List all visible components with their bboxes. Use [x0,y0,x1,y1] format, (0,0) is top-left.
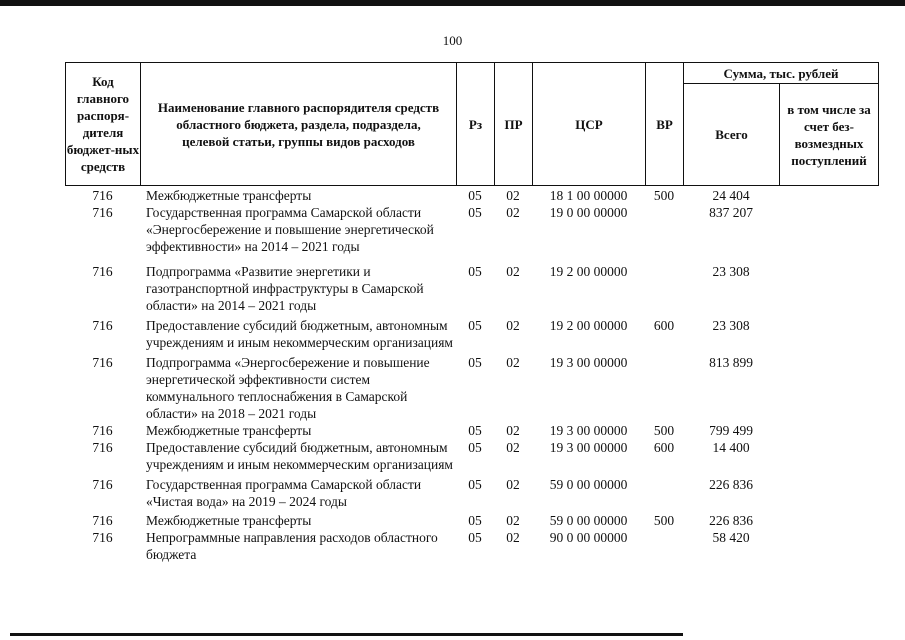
table-row [65,317,879,351]
cell-total: 24 404 [712,188,750,203]
cell-pr: 02 [506,355,520,370]
cell-pr: 02 [506,530,520,545]
cell-total: 226 836 [709,513,753,528]
cell-code: 716 [92,513,113,528]
cell-name: Предоставление субсидий бюджетным, автономным учреждениям и иным некоммерческим организациям [146,440,453,472]
cell-rz: 05 [468,205,482,220]
cell-code: 716 [92,264,113,279]
header-name: Наименование главного распорядителя средств областного бюджета, раздела, подраздела, целевой статьи, группы видов расходов [140,62,457,186]
cell-name: Межбюджетные трансферты [146,188,312,203]
cell-csr: 59 0 00 00000 [549,477,628,492]
cell-pr: 02 [506,188,520,203]
cell-name: Непрограммные направления расходов областного бюджета [146,530,438,562]
cell-total: 58 420 [712,530,750,545]
cell-code: 716 [92,530,113,545]
cell-csr: 19 2 00 00000 [549,264,628,279]
top-border-rule [0,0,905,6]
cell-rz: 05 [468,440,482,455]
cell-total: 813 899 [709,355,753,370]
header-rz: Рз [456,62,495,186]
cell-name: Предоставление субсидий бюджетным, автономным учреждениям и иным некоммерческим организациям [146,318,453,350]
cell-rz: 05 [468,188,482,203]
cell-vr: 500 [653,423,675,438]
cell-name: Межбюджетные трансферты [146,423,312,438]
cell-name: Межбюджетные трансферты [146,513,312,528]
cell-vr: 500 [653,513,675,528]
cell-pr: 02 [506,423,520,438]
cell-pr: 02 [506,477,520,492]
table-row [65,422,879,439]
table-row [65,476,879,510]
table-row [65,529,879,563]
cell-vr: 500 [653,188,675,203]
cell-rz: 05 [468,318,482,333]
bottom-border-rule [10,633,683,636]
table-row [65,512,879,529]
cell-vr: 600 [653,318,675,333]
cell-csr: 19 3 00 00000 [549,423,628,438]
cell-csr: 59 0 00 00000 [549,513,628,528]
cell-total: 799 499 [709,423,753,438]
cell-rz: 05 [468,477,482,492]
header-code: Код главного распоря-дителя бюджет-ных средств [65,62,141,186]
header-csr: ЦСР [532,62,646,186]
cell-rz: 05 [468,264,482,279]
cell-code: 716 [92,440,113,455]
cell-code: 716 [92,205,113,220]
table-row [65,354,879,422]
cell-name: Подпрограмма «Развитие энергетики и газотранспортной инфраструктуры в Самарской области» на 2014 – 2021 годы [146,264,424,313]
cell-csr: 18 1 00 00000 [549,188,628,203]
header-vr: ВР [645,62,684,186]
cell-csr: 19 0 00 00000 [549,205,628,220]
table-row [65,204,879,255]
header-total: Всего [683,83,780,186]
cell-csr: 90 0 00 00000 [549,530,628,545]
cell-total: 226 836 [709,477,753,492]
cell-rz: 05 [468,513,482,528]
cell-total: 837 207 [709,205,753,220]
cell-pr: 02 [506,318,520,333]
cell-total: 14 400 [712,440,750,455]
cell-rz: 05 [468,423,482,438]
table-header [65,62,879,186]
cell-total: 23 308 [712,264,750,279]
cell-rz: 05 [468,355,482,370]
cell-pr: 02 [506,205,520,220]
cell-name: Государственная программа Самарской области «Энергосбережение и повышение энергетической эффективности» на 2014 – 2021 годы [146,205,434,254]
cell-code: 716 [92,318,113,333]
cell-csr: 19 3 00 00000 [549,355,628,370]
page-number: 100 [442,33,463,48]
cell-name: Подпрограмма «Энергосбережение и повышение энергетической эффективности систем коммунального теплоснабжения в Самарской области» на 2018 – 2021 годы [146,355,430,421]
cell-vr: 600 [653,440,675,455]
table-row [65,439,879,473]
cell-pr: 02 [506,264,520,279]
cell-code: 716 [92,188,113,203]
cell-pr: 02 [506,440,520,455]
header-sum-group: Сумма, тыс. рублей [683,62,879,84]
cell-csr: 19 3 00 00000 [549,440,628,455]
cell-csr: 19 2 00 00000 [549,318,628,333]
cell-code: 716 [92,477,113,492]
cell-code: 716 [92,355,113,370]
table-row [65,263,879,314]
table-body [65,187,879,563]
cell-code: 716 [92,423,113,438]
header-pr: ПР [494,62,533,186]
cell-rz: 05 [468,530,482,545]
header-incl: в том числе за счет без-возмездных поступлений [779,83,879,186]
cell-name: Государственная программа Самарской области «Чистая вода» на 2019 – 2024 годы [146,477,422,509]
cell-pr: 02 [506,513,520,528]
cell-total: 23 308 [712,318,750,333]
table-row [65,187,879,204]
